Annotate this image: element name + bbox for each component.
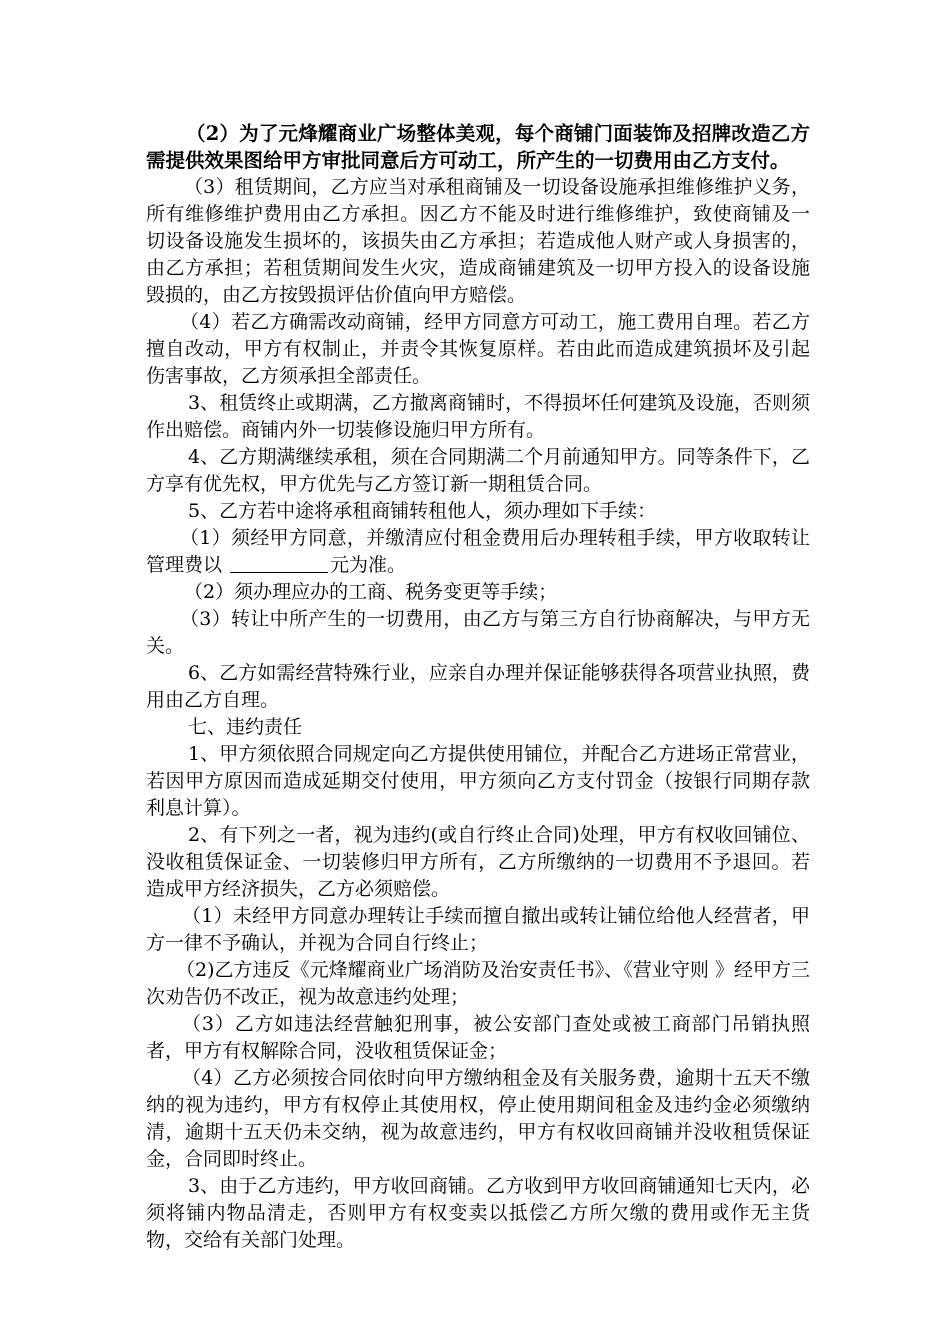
breach-clause-2-item-1: （1）未经甲方同意办理转让手续而擅自撤出或转让铺位给他人经营者，甲方一律不予确认，并视为合同自行终止； (146, 905, 810, 954)
clause-4-renovation: （4）若乙方确需改动商铺，经甲方同意方可动工，施工费用自理。若乙方擅自改动，甲方有权制止，并责令其恢复原样。若由此而造成建筑损坏及引起伤害事故，乙方须承担全部责任。 (146, 311, 810, 387)
clause-2-decoration-approval: （2）为了元烽耀商业广场整体美观，每个商铺门面装饰及招牌改造乙方需提供效果图给甲方审批同意后方可动工，所产生的一切费用由乙方支付。 (146, 122, 810, 172)
breach-clause-2: 2、有下列之一者，视为违约(或自行终止合同)处理，甲方有权收回铺位、没收租赁保证金、一切装修归甲方所有，乙方所缴纳的一切费用不予退回。若造成甲方经济损失，乙方必须赔偿。 (146, 824, 810, 900)
clause-termination-exit: 3、租赁终止或期满，乙方撤离商铺时，不得损坏任何建筑及设施，否则须作出赔偿。商铺内外一切装修设施归甲方所有。 (146, 392, 810, 441)
clause-3-maintenance-duty: （3）租赁期间，乙方应当对承租商铺及一切设备设施承担维修维护义务，所有维修维护费用由乙方承担。因乙方不能及时进行维修维护，致使商铺及一切设备设施发生损坏的，该损失由乙方承担；若造成他人财产或人身损害的，由乙方承担；若租赁期间发生火灾，造成商铺建筑及一切甲方投入的设备设施毁损的，由乙方按毁损评估价值向甲方赔偿。 (146, 176, 810, 306)
sublease-fee-text-after: 元为准。 (330, 554, 407, 576)
document-page (146, 120, 810, 1254)
clause-special-business: 6、乙方如需经营特殊行业，应亲自办理并保证能够获得各项营业执照，费用由乙方自理。 (146, 662, 810, 711)
breach-clause-3: 3、由于乙方违约，甲方收回商铺。乙方收到甲方收回商铺通知七天内，必须将铺内物品清走，否则甲方有权变卖以抵偿乙方所欠缴的费用或作无主货物，交给有关部门处理。 (146, 1175, 810, 1251)
clause-sublease-fee (146, 525, 810, 579)
breach-clause-2-item-2: （2)乙方违反《元烽耀商业广场消防及治安责任书》、《营业守则 》经甲方三次劝告仍不改正，视为故意违约处理； (146, 959, 810, 1008)
clause-sublease: 5、乙方若中途将承租商铺转租他人，须办理如下手续： (188, 500, 657, 522)
clause-sublease-registration: （2）须办理应办的工商、税务变更等手续； (184, 581, 558, 603)
clause-sublease-costs: （3）转让中所产生的一切费用，由乙方与第三方自行协商解决，与甲方无关。 (146, 608, 810, 657)
breach-clause-2-item-4: （4）乙方必须按合同依时向甲方缴纳租金及有关服务费，逾期十五天不缴纳的视为违约，甲方有权停止其使用权，停止使用期间租金及违约金必须缴纳清，逾期十五天仍未交纳，视为故意违约，甲方有权收回商铺并没收租赁保证金，合同即时终止。 (146, 1067, 810, 1170)
breach-clause-2-item-3: （3）乙方如违法经营触犯刑事，被公安部门查处或被工商部门吊销执照者，甲方有权解除合同，没收租赁保证金； (146, 1013, 810, 1062)
clause-renewal: 4、乙方期满继续承租，须在合同期满二个月前通知甲方。同等条件下，乙方享有优先权，甲方优先与乙方签订新一期租赁合同。 (146, 446, 810, 495)
sublease-fee-text-before: （1）须经甲方同意，并缴清应付租金费用后办理转租手续，甲方收取转让管理费以 (146, 527, 810, 576)
section-heading-breach: 七、违约责任 (188, 716, 303, 738)
fee-amount-blank[interactable] (230, 553, 328, 573)
breach-clause-1: 1、甲方须依照合同规定向乙方提供使用铺位，并配合乙方进场正常营业，若因甲方原因而造成延期交付使用，甲方须向乙方支付罚金（按银行同期存款利息计算）。 (146, 743, 810, 819)
